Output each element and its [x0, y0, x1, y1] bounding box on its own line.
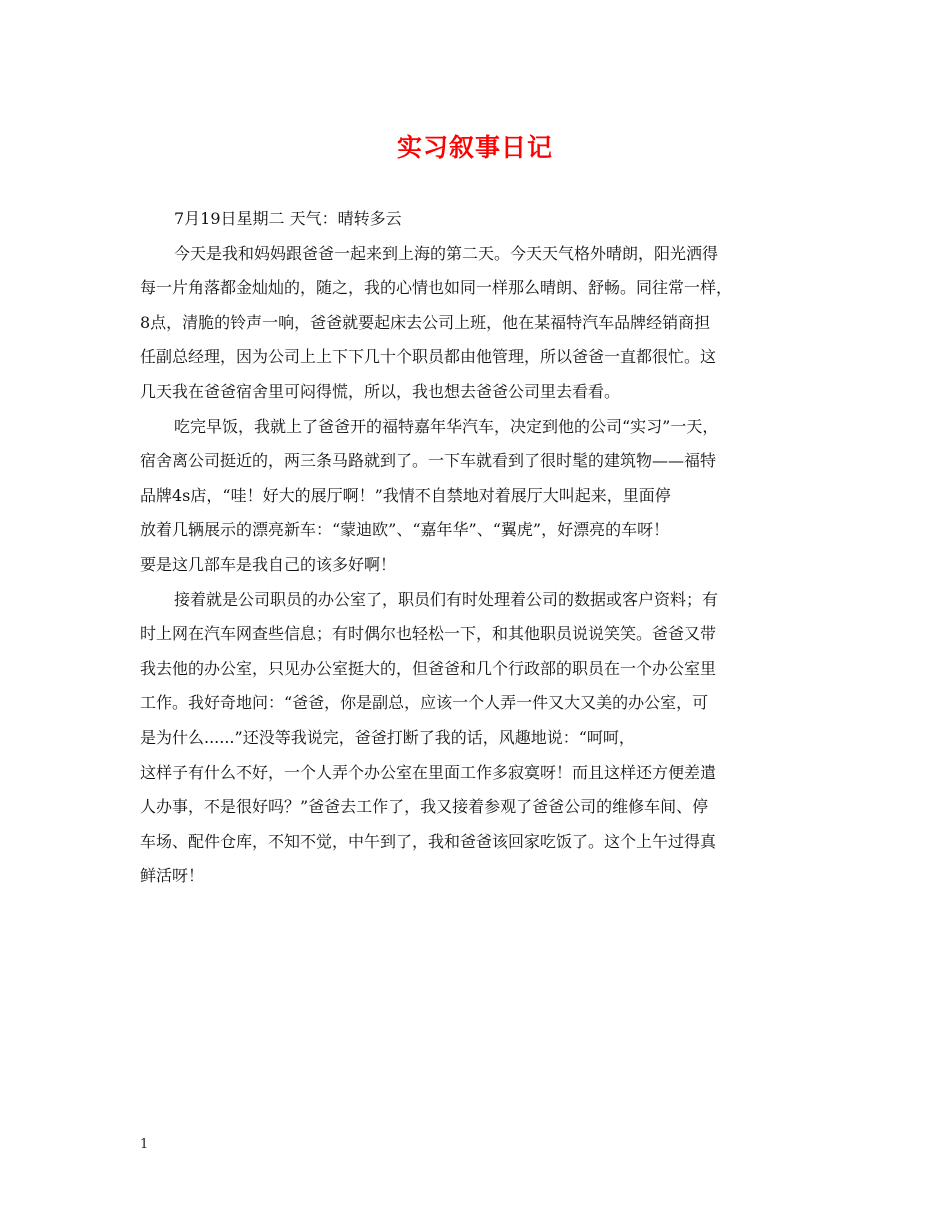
text-line: 这样子有什么不好，一个人弄个办公室在里面工作多寂寞呀！而且这样还方便差遣 — [140, 762, 717, 782]
text-line: 今天是我和妈妈跟爸爸一起来到上海的第二天。今天天气格外晴朗，阳光洒得 — [174, 243, 719, 263]
text-line: 放着几辆展示的漂亮新车：“蒙迪欧”、“嘉年华”、“翼虎”，好漂亮的车呀！ — [140, 520, 670, 540]
text-line: 吃完早饭，我就上了爸爸开的福特嘉年华汽车，决定到他的公司“实习”一天， — [174, 416, 719, 436]
text-line: 鲜活呀！ — [140, 866, 205, 886]
text-line: 时上网在汽车网查些信息；有时偶尔也轻松一下，和其他职员说说笑笑。爸爸又带 — [140, 624, 717, 644]
text-line: 要是这几部车是我自己的该多好啊！ — [140, 554, 397, 574]
text-line: 品牌4s店，“哇！好大的展厅啊！”我情不自禁地对着展厅大叫起来，里面停 — [140, 485, 671, 505]
text-line: 人办事，不是很好吗？”爸爸去工作了，我又接着参观了爸爸公司的维修车间、停 — [140, 797, 709, 817]
text-line: 工作。我好奇地问：“爸爸，你是副总，应该一个人弄一件又大又美的办公室，可 — [140, 693, 709, 713]
text-line: 接着就是公司职员的办公室了，职员们有时处理着公司的数据或客户资料；有 — [174, 589, 719, 609]
text-line: 我去他的办公室，只见办公室挺大的，但爸爸和几个行政部的职员在一个办公室里 — [140, 658, 717, 678]
text-line: 车场、配件仓库，不知不觉，中午到了，我和爸爸该回家吃饭了。这个上午过得真 — [140, 831, 717, 851]
page-number: 1 — [140, 1137, 149, 1152]
text-line: 是为什么......”还没等我说完，爸爸打断了我的话，风趣地说：“呵呵， — [140, 727, 635, 747]
text-line: 8点，清脆的铃声一响，爸爸就要起床去公司上班，他在某福特汽车品牌经销商担 — [140, 312, 711, 332]
text-line: 几天我在爸爸宿舍里可闷得慌，所以，我也想去爸爸公司里去看看。 — [140, 381, 621, 401]
text-line: 宿舍离公司挺近的，两三条马路就到了。一下车就看到了很时髦的建筑物——福特 — [140, 451, 717, 471]
document-title: 实习叙事日记 — [396, 133, 553, 162]
text-line: 任副总经理，因为公司上上下下几十个职员都由他管理，所以爸爸一直都很忙。这 — [140, 347, 717, 367]
text-line: 7月19日星期二 天气：晴转多云 — [174, 209, 402, 228]
document-body — [140, 202, 815, 894]
text-line: 每一片角落都金灿灿的，随之，我的心情也如同一样那么晴朗、舒畅。同往常一样， — [140, 278, 733, 298]
